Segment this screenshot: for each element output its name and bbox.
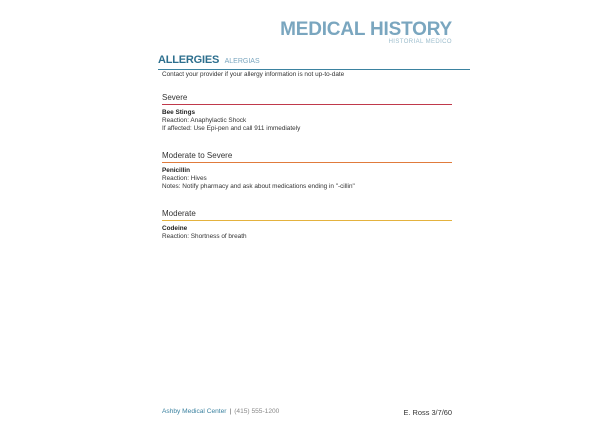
footer-contact xyxy=(162,408,279,415)
allergy-group-moderate xyxy=(162,209,452,241)
section-title: ALLERGIES xyxy=(158,54,220,66)
allergy-group-severe xyxy=(162,93,452,133)
document-subtitle: HISTORIAL MEDICO xyxy=(388,39,452,45)
allergy-detail: Notes: Notify pharmacy and ask about medications ending in "-cillin" xyxy=(162,182,355,190)
organization-name: Ashby Medical Center xyxy=(162,408,227,415)
group-title: Moderate xyxy=(162,209,452,221)
section-subtitle: ALERGIAS xyxy=(224,58,260,65)
allergy-name: Codeine xyxy=(162,224,188,232)
document-title: MEDICAL HISTORY xyxy=(280,19,452,40)
allergy-detail: Reaction: Anaphylactic Shock xyxy=(162,116,247,124)
allergy-detail: Reaction: Hives xyxy=(162,174,207,182)
allergy-name: Penicillin xyxy=(162,166,191,174)
footer-separator: | xyxy=(229,408,232,415)
intro-text: Contact your provider if your allergy information is not up-to-date xyxy=(162,71,345,78)
allergy-detail: Reaction: Shortness of breath xyxy=(162,232,247,240)
allergy-group-moderate-to-severe xyxy=(162,151,452,191)
allergies-section-header xyxy=(158,50,470,70)
group-title: Moderate to Severe xyxy=(162,151,452,163)
group-title: Severe xyxy=(162,93,452,105)
patient-stamp: E. Ross 3/7/60 xyxy=(403,408,452,417)
document-header xyxy=(280,20,452,46)
phone-number: (415) 555-1200 xyxy=(234,408,280,415)
allergy-detail: If affected: Use Epi-pen and call 911 immediately xyxy=(162,124,301,132)
allergy-name: Bee Stings xyxy=(162,108,196,116)
